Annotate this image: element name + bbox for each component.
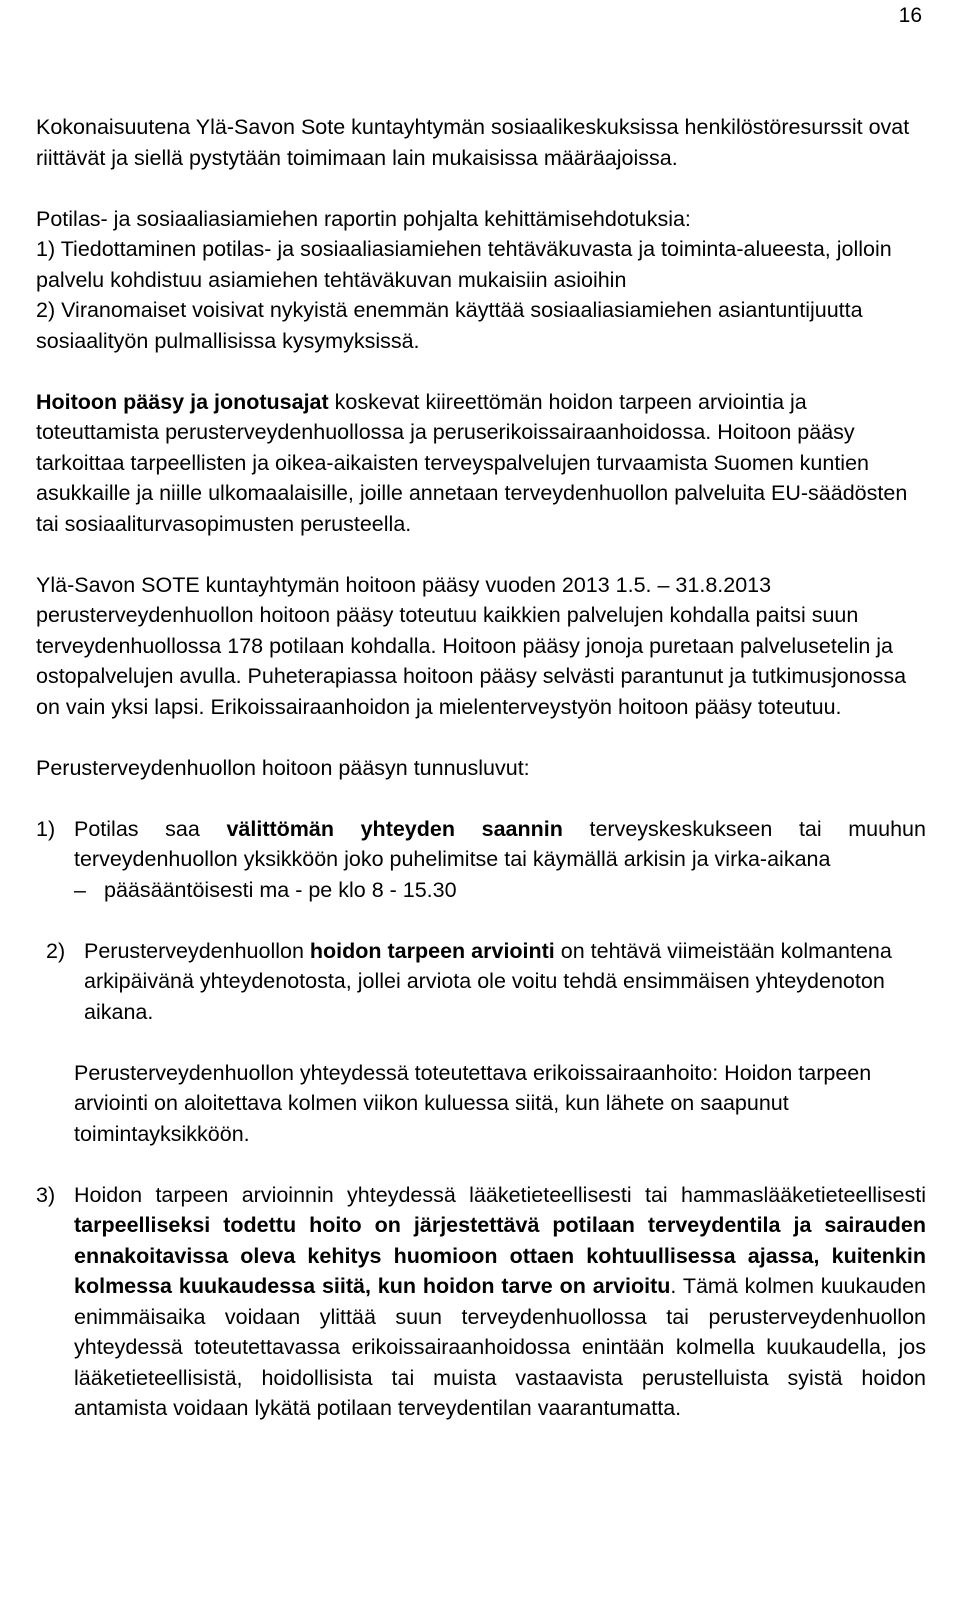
paragraph-specialist-care <box>36 1058 926 1150</box>
item-3-text-pre: Hoidon tarpeen arvioinnin yhteydessä lääketieteellisesti tai hammaslääketieteellisesti <box>74 1182 926 1207</box>
item-2-number: 2) <box>46 938 66 963</box>
proposal-2: 2) Viranomaiset voisivat nykyistä enemmän käyttää sosiaaliasiamiehen asiantuntijuutta sosiaalityön pulmallisissa kysymyksissä. <box>36 298 863 353</box>
item-1-number: 1) <box>36 816 56 841</box>
document-body <box>36 112 926 1454</box>
paragraph-summary: Kokonaisuutena Ylä-Savon Sote kuntayhtymän sosiaalikeskuksissa henkilöstöresurssit ovat riittävät ja siellä pystytään toimimaan lain mukaisissa määräajoissa. <box>36 115 910 170</box>
access-to-care-text: koskevat kiireettömän hoidon tarpeen arviointia ja toteuttamista perusterveydenhuollossa ja peruserikoissairaanhoidossa. Hoitoon pääsy tarkoittaa tarpeellisten ja oikea-aikaisten terveyspalvelujen turvaamista Suomen kuntien asukkaille ja niille ulkomaalaisille, joille annetaan terveydenhuollon palveluita EU-säädösten tai sosiaaliturvasopimusten perusteella. <box>36 389 908 536</box>
item-2-text-post: on tehtävä viimeistään kolmantena arkipäivänä yhteydenotosta, jollei arviota ole voitu tehdä ensimmäisen yhteydenoton aikana. <box>84 938 892 1024</box>
access-to-care-heading: Hoitoon pääsy ja jonotusajat <box>36 389 329 414</box>
page-number: 16 <box>898 4 922 27</box>
proposal-1: 1) Tiedottaminen potilas- ja sosiaaliasiamiehen tehtäväkuvasta ja toiminta-alueesta, jolloin palvelu kohdistuu asiamiehen tehtäväkuvan mukaisiin asioihin <box>36 237 892 292</box>
paragraph-key-figures-heading: Perusterveydenhuollon hoitoon pääsyn tunnusluvut: <box>36 755 530 780</box>
item-2-text-pre: Perusterveydenhuollon <box>84 938 310 963</box>
item-3-number: 3) <box>36 1182 56 1207</box>
numbered-item-3 <box>36 1180 926 1424</box>
item-1-text-pre: Potilas saa <box>74 816 227 841</box>
item-1-sub-bullet <box>74 875 926 906</box>
item-3-text-bold: tarpeelliseksi todettu hoito on järjestettävä potilaan terveydentila ja sairauden ennakoitavissa oleva kehitys huomioon ottaen kohtuullisessa ajassa, kuitenkin kolmessa kuukaudessa siitä, kun hoidon tarve on arvioitu <box>74 1213 926 1298</box>
dash-bullet: – <box>74 877 86 902</box>
proposals-intro: Potilas- ja sosiaaliasiamiehen raportin pohjalta kehittämisehdotuksia: <box>36 206 691 231</box>
specialist-care-text: Perusterveydenhuollon yhteydessä toteutettava erikoissairaanhoito: Hoidon tarpeen arviointi on aloitettava kolmen viikon kuluessa siitä, kun lähete on saapunut toimintayksikköön. <box>74 1060 872 1146</box>
paragraph-access-to-care <box>36 387 926 540</box>
paragraph-2013-access: Ylä-Savon SOTE kuntayhtymän hoitoon pääsy vuoden 2013 1.5. – 31.8.2013 perusterveydenhuollon hoitoon pääsy toteutuu kaikkien palvelujen kohdalla paitsi suun terveydenhuollossa 178 potilaan kohdalla. Hoitoon pääsy jonoja puretaan palvelusetelin ja ostopalvelujen avulla. Puheterapiassa hoitoon pääsy selvästi parantunut ja tutkimusjonossa on vain yksi lapsi. Erikoissairaanhoidon ja mielenterveystyön hoitoon pääsy toteutuu. <box>36 572 907 719</box>
numbered-item-2 <box>36 936 926 1028</box>
numbered-item-1 <box>36 814 926 906</box>
item-2-text-bold: hoidon tarpeen arviointi <box>309 938 555 963</box>
item-3-text-post: . Tämä kolmen kuukauden enimmäisaika voidaan ylittää suun terveydenhuollossa tai perusterveydenhuollon yhteydessä toteutettavassa erikoissairaanhoidossa enintään kolmella kuukaudella, jos lääketieteellisistä, hoidollisista tai muista vastaavista perustelluista syistä hoidon antamista voidaan lykätä potilaan terveydentilan vaarantumatta. <box>74 1274 926 1420</box>
item-1-text-post: terveyskeskukseen tai muuhun terveydenhuollon yksikköön joko puhelimitse tai käymällä arkisin ja virka-aikana <box>74 816 926 871</box>
paragraph-development-proposals <box>36 204 926 357</box>
item-1-text-bold: välittömän yhteyden saannin <box>226 816 563 841</box>
item-1-sub-text: pääsääntöisesti ma - pe klo 8 - 15.30 <box>104 877 457 902</box>
